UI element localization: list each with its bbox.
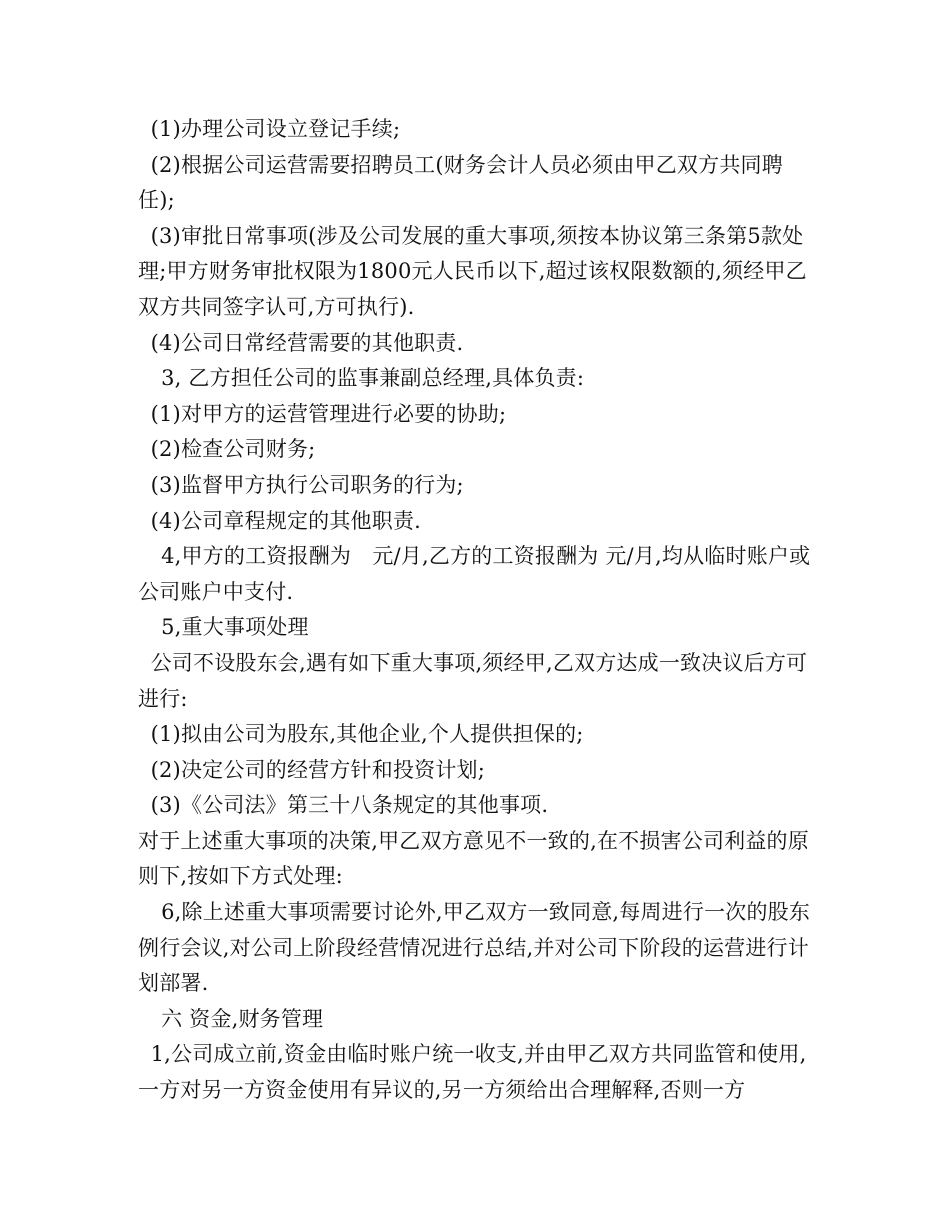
paragraph-major-matters: 公司不设股东会,遇有如下重大事项,须经甲,乙双方达成一致决议后方可进行: xyxy=(138,650,808,711)
paragraph-duty-1: (1)办理公司设立登记手续; xyxy=(150,117,401,141)
paragraph-supervisor-3: (3)监督甲方执行公司职务的行为; xyxy=(150,472,464,497)
document-body xyxy=(138,112,818,1109)
paragraph-duty-4: (4)公司日常经营需要的其他职责. xyxy=(150,330,464,355)
paragraph-decision: 对于上述重大事项的决策,甲乙双方意见不一致的,在不损害公司利益的原则下,按如下方式处理: xyxy=(138,828,809,889)
paragraph-matter-1: (1)拟由公司为股东,其他企业,个人提供担保的; xyxy=(150,722,584,747)
paragraph-finance-1: 1,公司成立前,资金由临时账户统一收支,并由甲乙双方共同监管和使用,一方对另一方资金使用有异议的,另一方须给出合理解释,否则一方 xyxy=(138,1042,807,1103)
paragraph-clause-4: 4,甲方的工资报酬为 元/月,乙方的工资报酬为 元/月,均从临时账户或公司账户中支付. xyxy=(138,544,811,604)
paragraph-matter-2: (2)决定公司的经营方针和投资计划; xyxy=(150,757,486,782)
section-heading-finance: 六 资金,财务管理 xyxy=(161,1006,324,1031)
paragraph-supervisor-1: (1)对甲方的运营管理进行必要的协助; xyxy=(150,401,507,426)
paragraph-clause-5: 5,重大事项处理 xyxy=(161,615,309,640)
paragraph-clause-6: 6,除上述重大事项需要讨论外,甲乙双方一致同意,每周进行一次的股东例行会议,对公司上阶段经营情况进行总结,并对公司下阶段的运营进行计划部署. xyxy=(138,900,811,996)
paragraph-matter-3: (3)《公司法》第三十八条规定的其他事项. xyxy=(150,793,549,818)
paragraph-supervisor-2: (2)检查公司财务; xyxy=(150,437,316,462)
paragraph-duty-2: (2)根据公司运营需要招聘员工(财务会计人员必须由甲乙双方共同聘任); xyxy=(138,152,783,213)
paragraph-clause-3: 3, 乙方担任公司的监事兼副总经理,具体负责: xyxy=(161,366,585,391)
paragraph-supervisor-4: (4)公司章程规定的其他职责. xyxy=(150,508,422,533)
paragraph-duty-3: (3)审批日常事项(涉及公司发展的重大事项,须按本协议第三条第5款处理;甲方财务审批权限为1800元人民币以下,超过该权限数额的,须经甲乙双方共同签字认可,方可执行). xyxy=(138,223,807,319)
